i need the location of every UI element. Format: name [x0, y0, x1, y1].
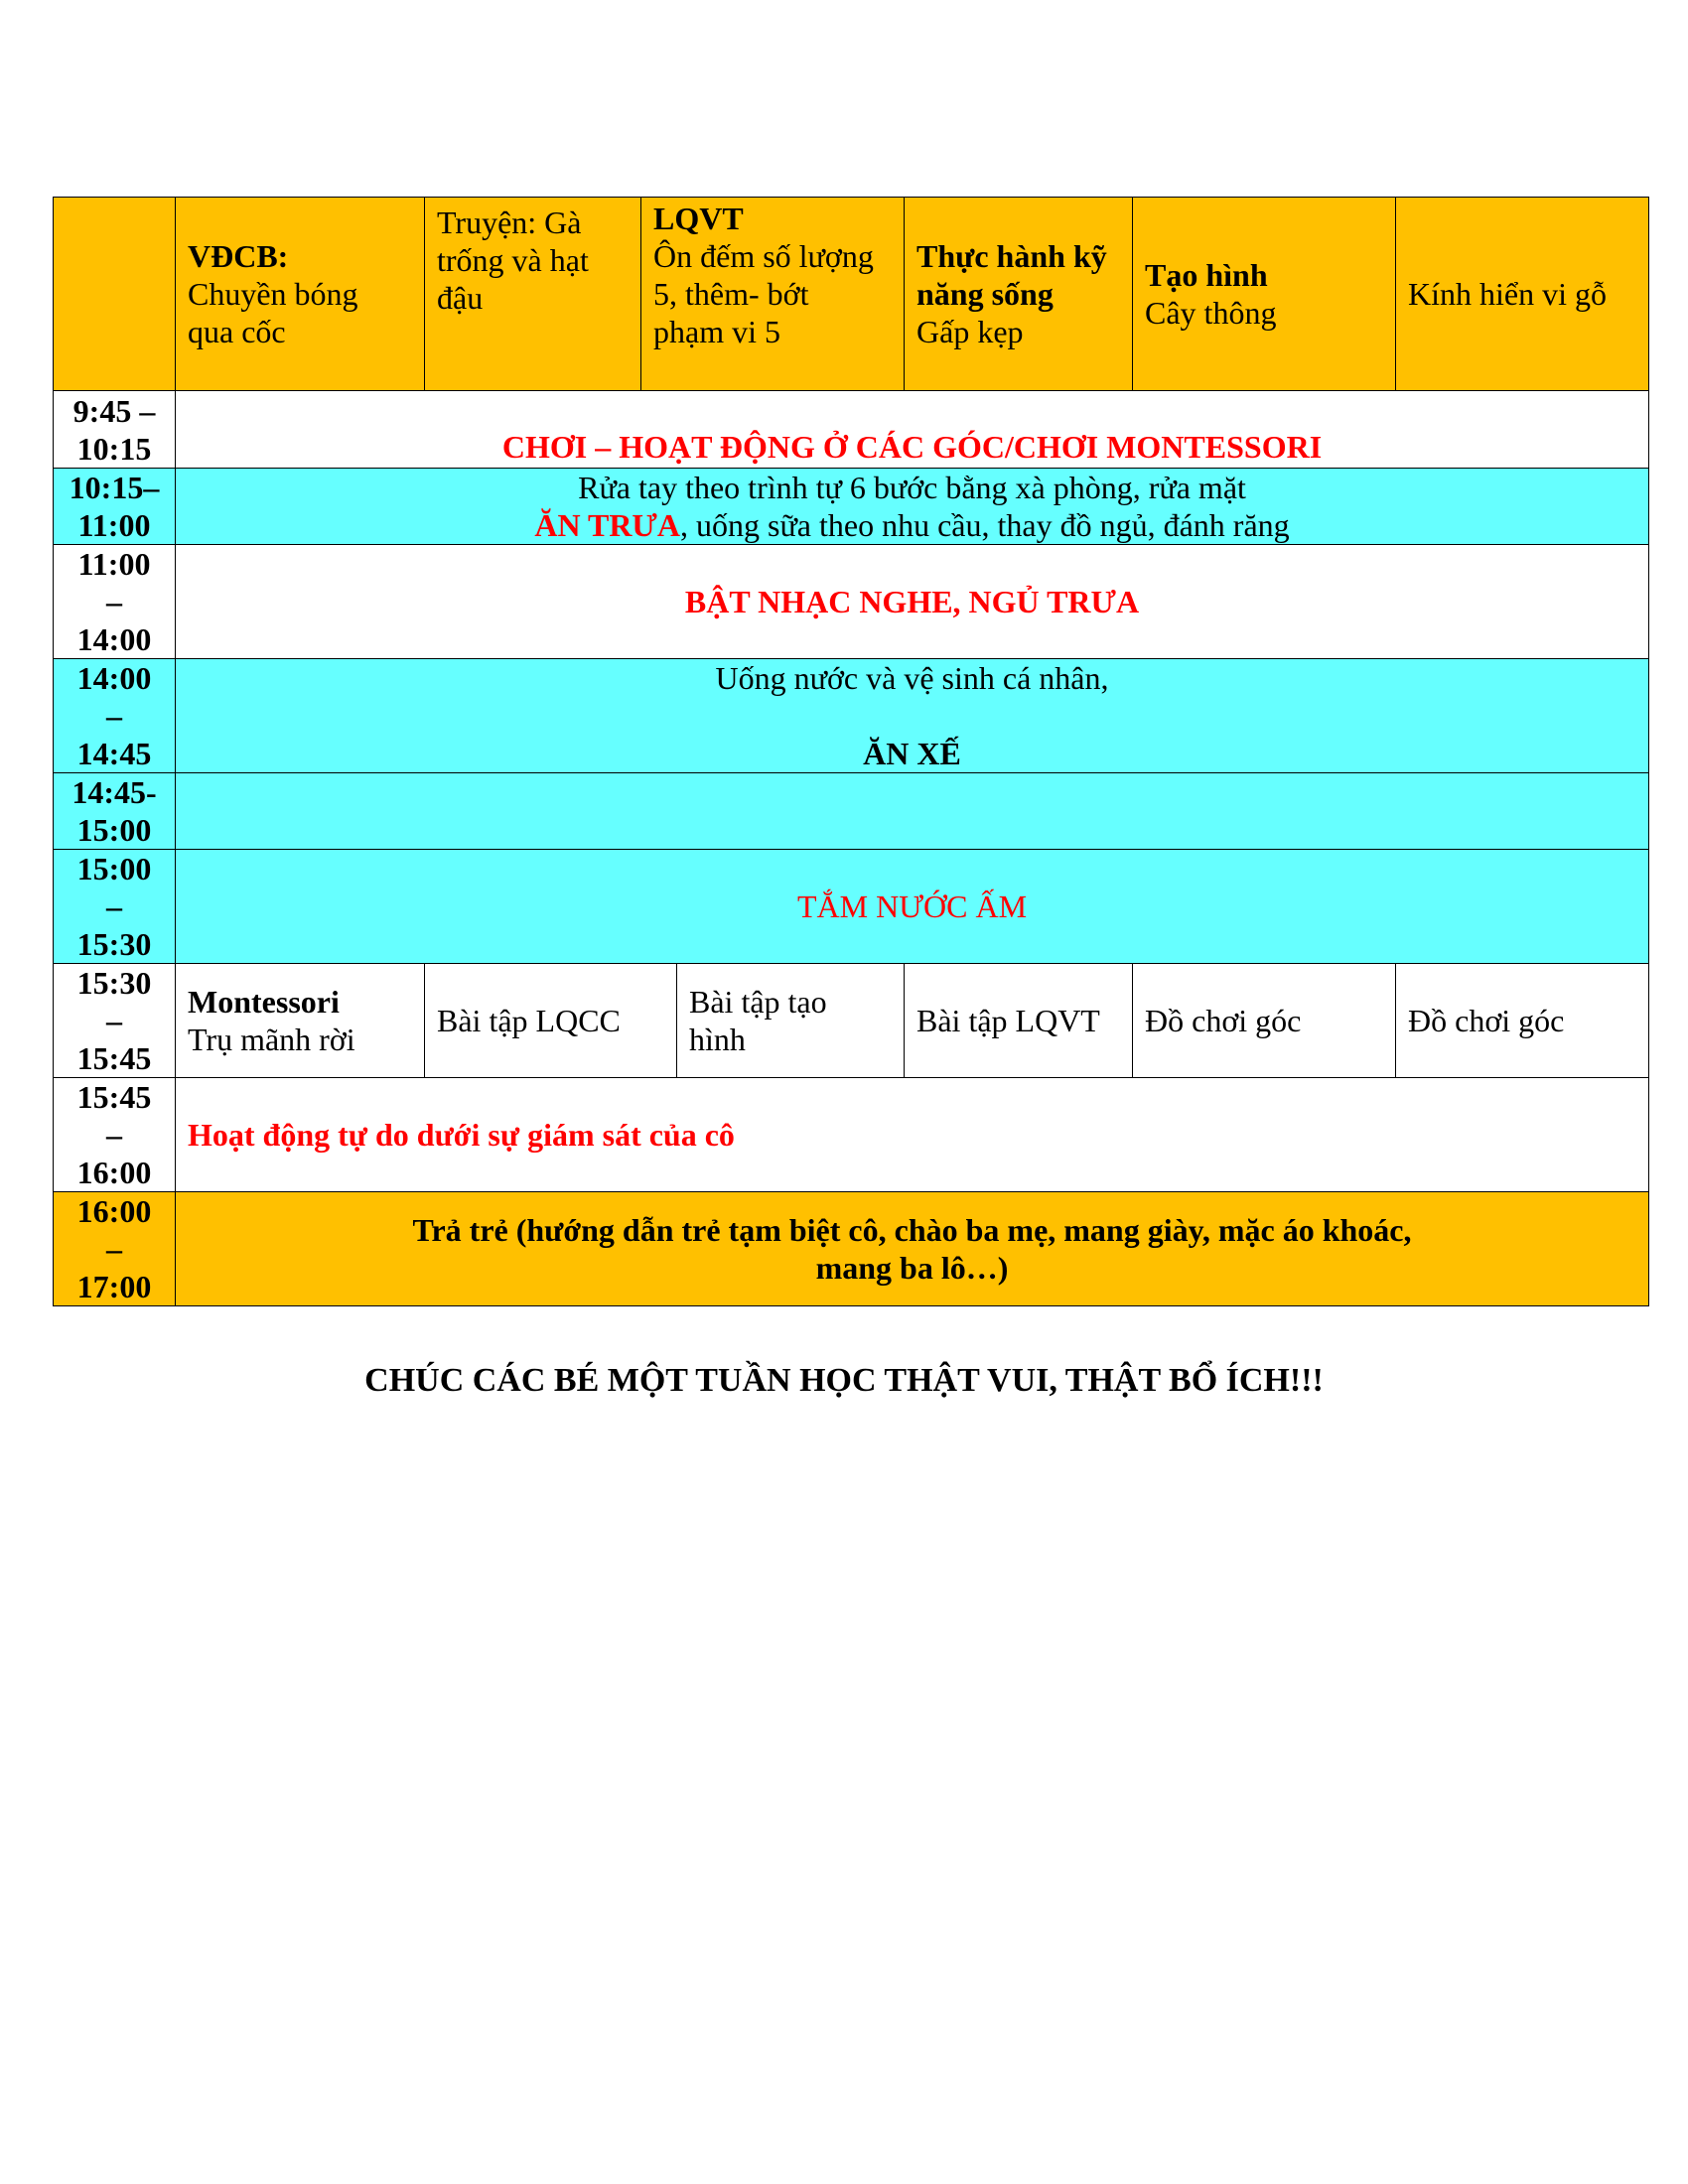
header-lqvt: LQVT Ôn đếm số lượng 5, thêm- bớt phạm vi 5	[641, 198, 905, 391]
header-tao-hinh: Tạo hình Cây thông	[1133, 198, 1396, 391]
activity-lqcc: Bài tập LQCC	[425, 964, 677, 1078]
schedule-table	[53, 197, 1649, 1306]
pickup-activity: Trả trẻ (hướng dẫn trẻ tạm biệt cô, chào ba mẹ, mang giày, mặc áo khoác, mang ba lô…)	[176, 1192, 1649, 1306]
time-cell: 15:45 – 16:00	[54, 1078, 176, 1192]
time-cell: 14:45- 15:00	[54, 773, 176, 850]
bath-activity: TẮM NƯỚC ẤM	[176, 850, 1649, 964]
row-pickup	[54, 1192, 1649, 1306]
nap-activity: BẬT NHẠC NGHE, NGỦ TRƯA	[176, 545, 1649, 659]
time-cell: 15:00 – 15:30	[54, 850, 176, 964]
activity-do-choi-1: Đồ chơi góc	[1133, 964, 1396, 1078]
header-kinh-hien-vi: Kính hiển vi gỗ	[1396, 198, 1649, 391]
time-cell: 9:45 – 10:15	[54, 391, 176, 469]
header-row	[54, 198, 1649, 391]
row-empty	[54, 773, 1649, 850]
header-thuc-hanh: Thực hành kỹ năng sống Gấp kẹp	[905, 198, 1133, 391]
time-cell: 14:00 – 14:45	[54, 659, 176, 773]
activity-lqvt: Bài tập LQVT	[905, 964, 1133, 1078]
activity-tao-hinh: Bài tập tạo hình	[677, 964, 905, 1078]
time-cell: 16:00 – 17:00	[54, 1192, 176, 1306]
header-truyen: Truyện: Gà trống và hạt đậu	[425, 198, 641, 391]
activity-do-choi-2: Đồ chơi góc	[1396, 964, 1649, 1078]
lunch-activity: Rửa tay theo trình tự 6 bước bằng xà phòng, rửa mặt ĂN TRƯA, uống sữa theo nhu cầu, thay đồ ngủ, đánh răng	[176, 469, 1649, 545]
header-vdcb: VĐCB: Chuyền bóng qua cốc	[176, 198, 425, 391]
lunch-label: ĂN TRƯA	[534, 507, 680, 543]
row-free	[54, 1078, 1649, 1192]
row-lunch	[54, 469, 1649, 545]
free-activity: Hoạt động tự do dưới sự giám sát của cô	[176, 1078, 1649, 1192]
row-nap	[54, 545, 1649, 659]
time-cell: 15:30 – 15:45	[54, 964, 176, 1078]
footer-message: CHÚC CÁC BÉ MỘT TUẦN HỌC THẬT VUI, THẬT BỔ ÍCH!!!	[364, 1362, 1324, 1399]
schedule-page	[53, 197, 1648, 1306]
activity-montessori: Montessori Trụ mãnh rời	[176, 964, 425, 1078]
snack-activity: Uống nước và vệ sinh cá nhân, ĂN XẾ	[176, 659, 1649, 773]
header-time-cell	[54, 198, 176, 391]
empty-activity	[176, 773, 1649, 850]
row-snack	[54, 659, 1649, 773]
time-cell: 10:15– 11:00	[54, 469, 176, 545]
row-play	[54, 391, 1649, 469]
row-activities	[54, 964, 1649, 1078]
row-bath	[54, 850, 1649, 964]
time-cell: 11:00 – 14:00	[54, 545, 176, 659]
play-activity: CHƠI – HOẠT ĐỘNG Ở CÁC GÓC/CHƠI MONTESSORI	[176, 391, 1649, 469]
snack-label: ĂN XẾ	[863, 736, 961, 771]
